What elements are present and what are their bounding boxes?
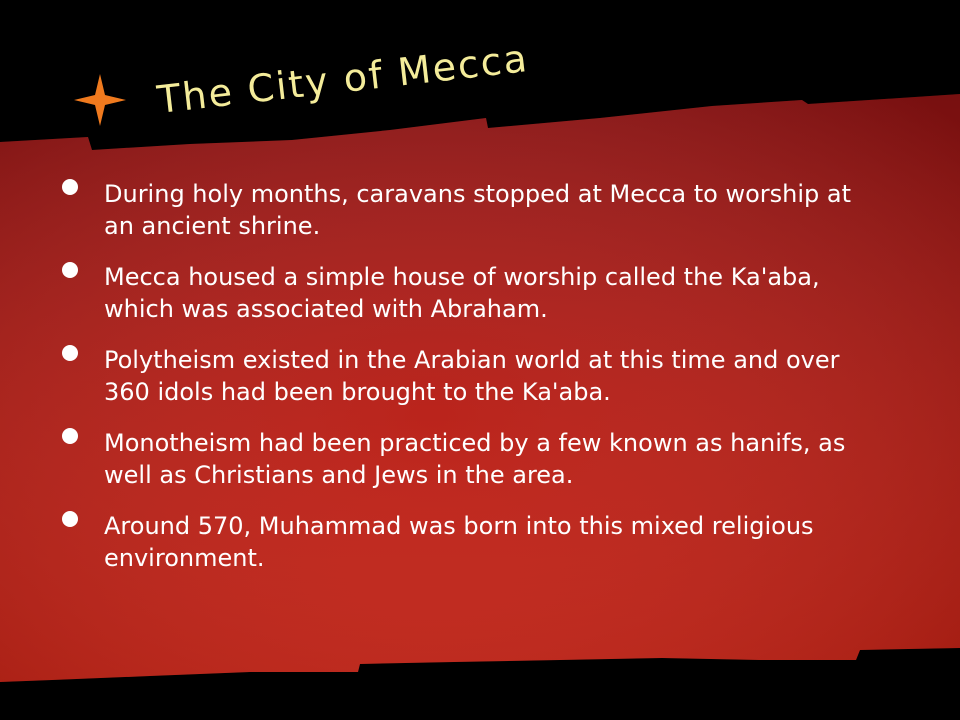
bullet-text: Polytheism existed in the Arabian world at this time and over 360 idols had been brought to the Ka'aba. xyxy=(104,346,840,406)
bullet-dot-icon xyxy=(62,428,78,444)
bullet-text: Around 570, Muhammad was born into this mixed religious environment. xyxy=(104,512,814,572)
slide-title: The City of Mecca xyxy=(155,36,531,122)
bullet-item xyxy=(62,510,882,574)
bullet-dot-icon xyxy=(62,345,78,361)
bullet-list xyxy=(62,178,882,593)
bullet-dot-icon xyxy=(62,262,78,278)
bullet-item xyxy=(62,427,882,491)
bullet-text: Mecca housed a simple house of worship called the Ka'aba, which was associated with Abraham. xyxy=(104,263,820,323)
bullet-item xyxy=(62,344,882,408)
bullet-text: Monotheism had been practiced by a few known as hanifs, as well as Christians and Jews in the area. xyxy=(104,429,846,489)
bullet-item xyxy=(62,178,882,242)
bullet-dot-icon xyxy=(62,511,78,527)
bullet-dot-icon xyxy=(62,179,78,195)
bullet-text: During holy months, caravans stopped at Mecca to worship at an ancient shrine. xyxy=(104,180,851,240)
bullet-item xyxy=(62,261,882,325)
four-point-star-icon xyxy=(72,72,128,128)
